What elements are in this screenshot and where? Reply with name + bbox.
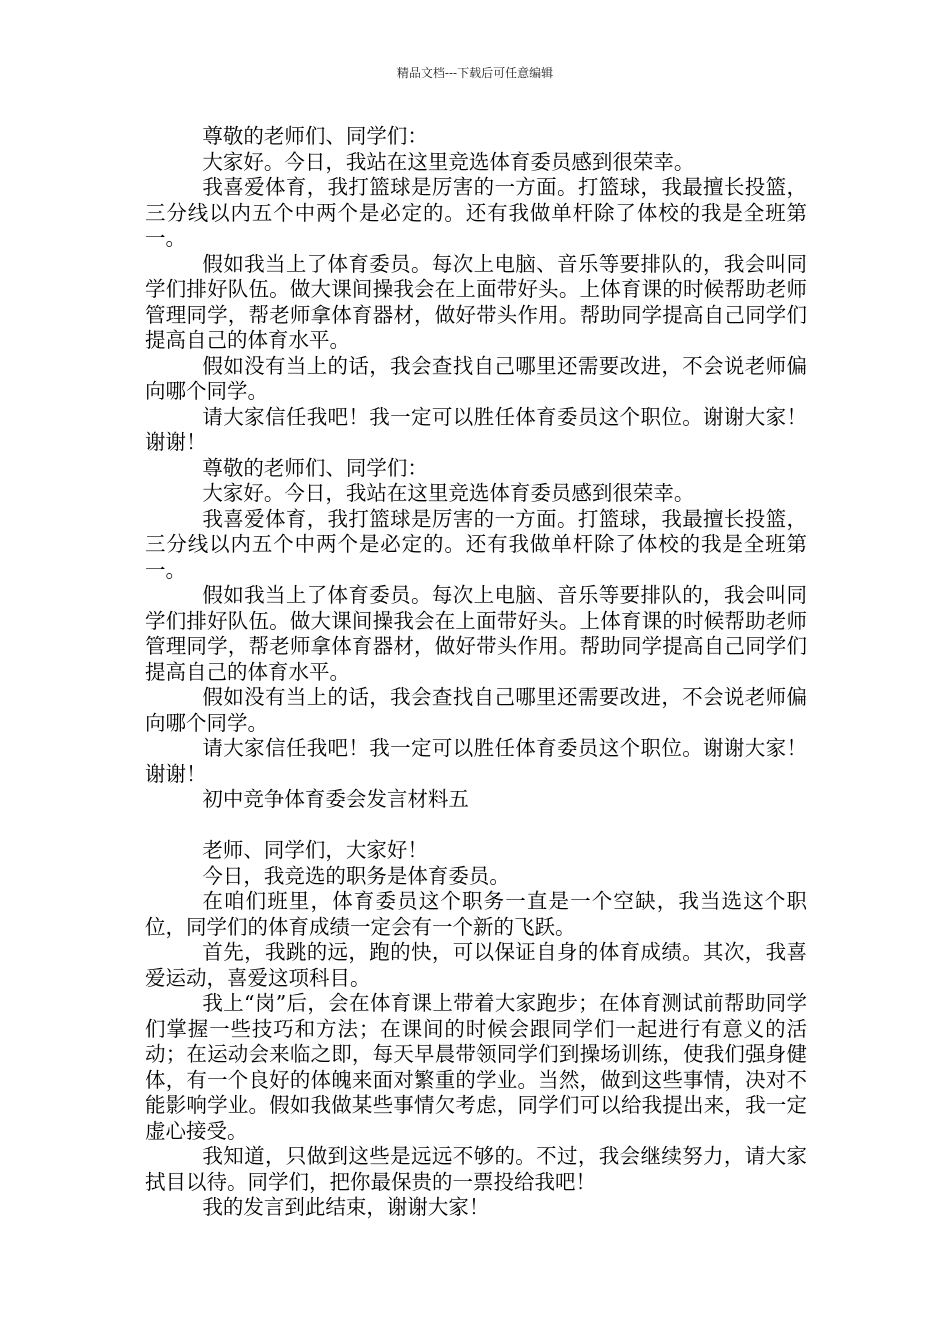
paragraph: 尊敬的老师们、同学们： [202, 124, 428, 148]
paragraph: 我的发言到此结束，谢谢大家！ [202, 1195, 490, 1219]
blank-line [145, 813, 807, 839]
paragraph: 我喜爱体育，我打篮球是厉害的一方面。打篮球，我最擅长投篮，三分线以内五个中两个是必定的。还有我做单杆除了体校的我是全班第一。 [145, 506, 807, 582]
paragraph: 假如没有当上的话，我会查找自己哪里还需要改进，不会说老师偏向哪个同学。 [145, 685, 807, 735]
paragraph: 老师、同学们，大家好！ [202, 838, 428, 862]
paragraph: 请大家信任我吧！我一定可以胜任体育委员这个职位。谢谢大家！谢谢！ [145, 404, 807, 454]
paragraph: 假如没有当上的话，我会查找自己哪里还需要改进，不会说老师偏向哪个同学。 [145, 353, 807, 403]
paragraph: 在咱们班里，体育委员这个职务一直是一个空缺，我当选这个职位，同学们的体育成绩一定会有一个新的飞跃。 [145, 889, 807, 939]
paragraph: 我知道，只做到这些是远远不够的。不过，我会继续努力，请大家拭目以待。同学们，把你最保贵的一票投给我吧！ [145, 1144, 807, 1194]
paragraph: 假如我当上了体育委员。每次上电脑、音乐等要排队的，我会叫同学们排好队伍。做大课间操我会在上面带好头。上体育课的时候帮助老师管理同学，帮老师拿体育器材，做好带头作用。帮助同学提高自己同学们提高自己的体育水平。 [145, 583, 807, 684]
paragraph: 我喜爱体育，我打篮球是厉害的一方面。打篮球，我最擅长投篮，三分线以内五个中两个是必定的。还有我做单杆除了体校的我是全班第一。 [145, 175, 807, 250]
paragraph: 大家好。今日，我站在这里竞选体育委员感到很荣幸。 [202, 481, 695, 505]
document-body [145, 124, 807, 1221]
paragraph: 尊敬的老师们、同学们： [202, 455, 428, 480]
paragraph: 今日，我竞选的职务是体育委员。 [202, 863, 510, 888]
paragraph: 假如我当上了体育委员。每次上电脑、音乐等要排队的，我会叫同学们排好队伍。做大课间操我会在上面带好头。上体育课的时候帮助老师管理同学，帮老师拿体育器材，做好带头作用。帮助同学提高自己同学们提高自己的体育水平。 [145, 251, 807, 352]
section-title: 初中竞争体育委会发言材料五 [202, 787, 469, 811]
page-header: 精品文档---下载后可任意编辑 [396, 66, 554, 80]
paragraph: 首先，我跳的远，跑的快，可以保证自身的体育成绩。其次，我喜爱运动，喜爱这项科目。 [145, 940, 807, 990]
paragraph: 大家好。今日，我站在这里竞选体育委员感到很荣幸。 [202, 149, 695, 174]
paragraph: 请大家信任我吧！我一定可以胜任体育委员这个职位。谢谢大家！谢谢！ [145, 736, 807, 786]
paragraph: 我上“岗”后，会在体育课上带着大家跑步；在体育测试前帮助同学们掌握一些技巧和方法；在课间的时候会跟同学们一起进行有意义的活动；在运动会来临之即，每天早晨带领同学们到操场训练，使我们强身健体，有一个良好的体魄来面对繁重的学业。当然，做到这些事情，决对不能影响学业。假如我做某些事情欠考虑，同学们可以给我提出来，我一定虚心接受。 [145, 991, 807, 1143]
